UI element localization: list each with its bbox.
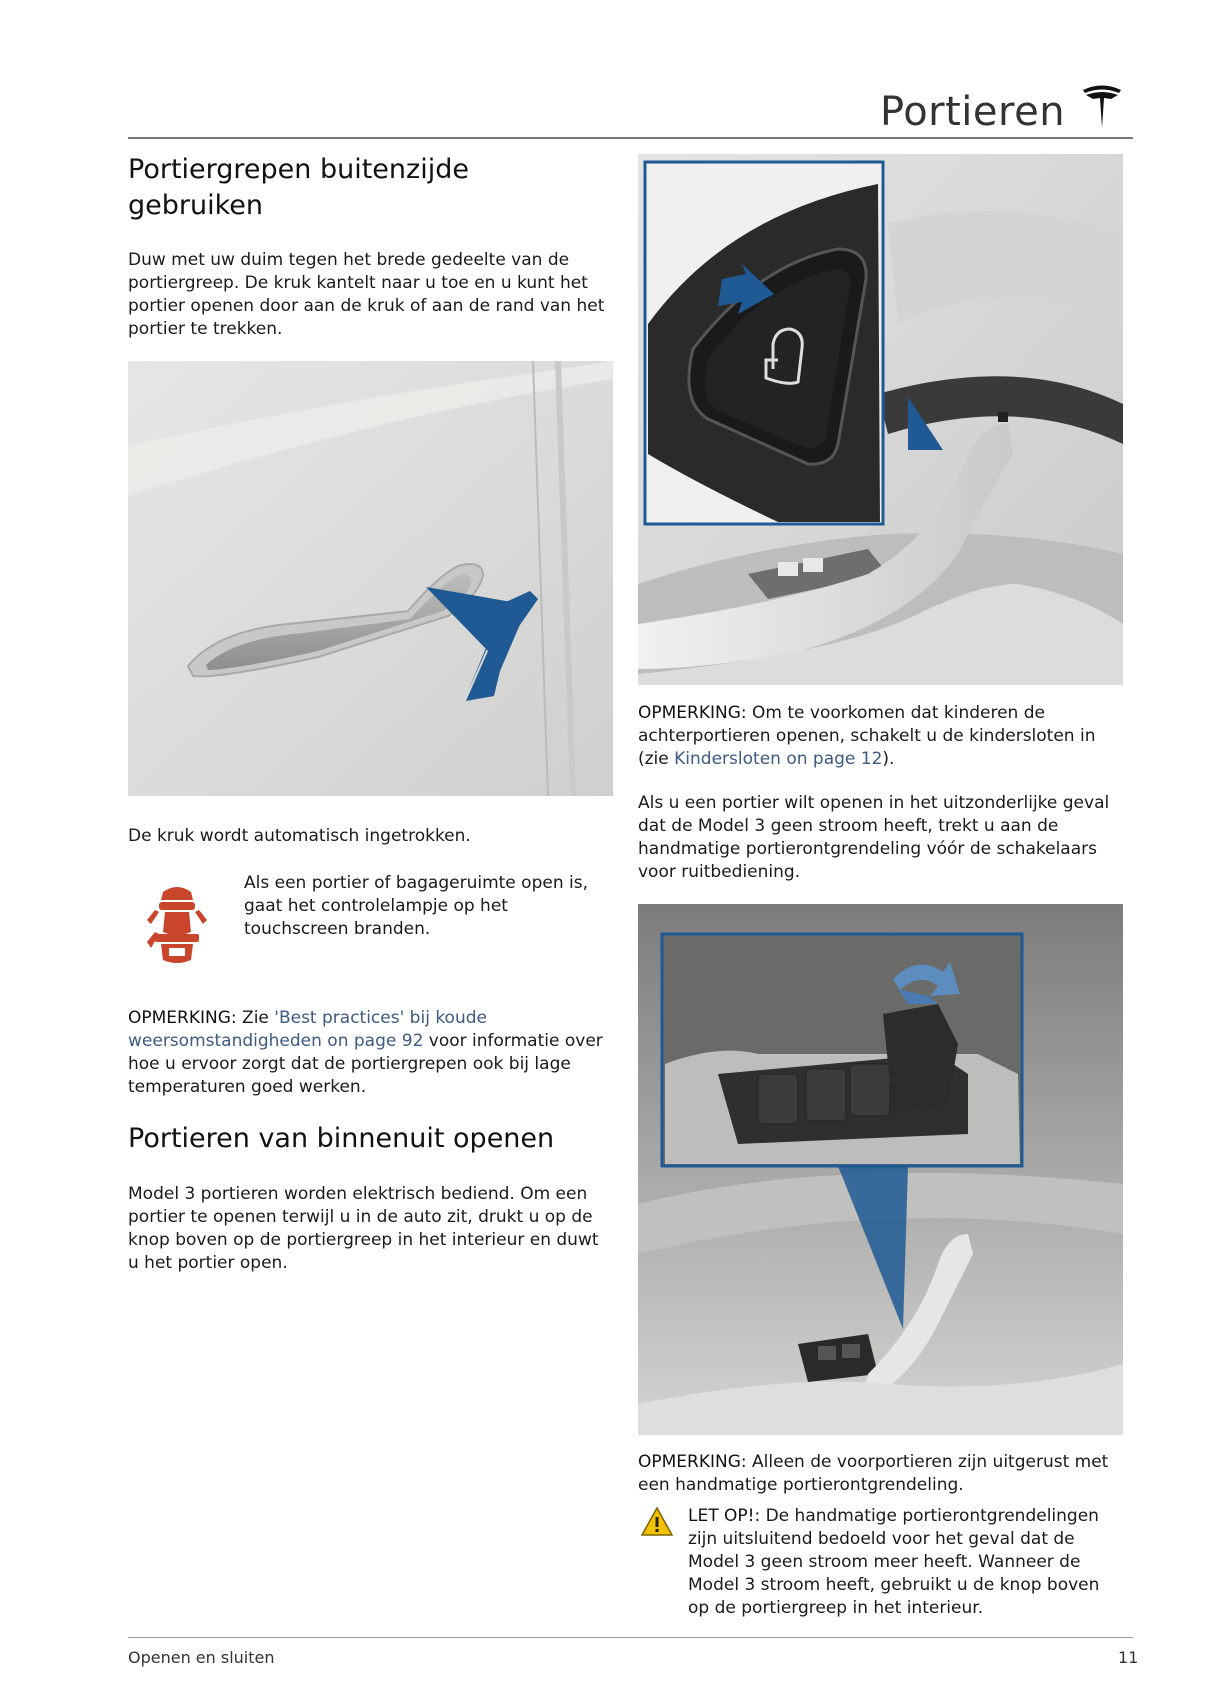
caution-text: De handmatige portierontgrendelingen zijn uitsluitend bedoeld voor het geval dat de Model 3 geen stroom meer heeft. Wanneer de Model 3 stroom heeft, gebruikt u de knop boven op de portiergreep in het interieur. <box>688 1506 1100 1618</box>
note-text: Alleen de voorportieren zijn uitgerust met een handmatige portierontgrendeling. <box>638 1452 1109 1495</box>
exterior-door-handle-photo <box>128 361 613 796</box>
page-title: Portieren <box>880 89 1066 135</box>
note-text-before: Om te voorkomen dat kinderen de achterportieren openen, schakelt u de kindersloten in (zie <box>638 703 1096 769</box>
footer-rule <box>128 1637 1133 1638</box>
note-text-after: ). <box>882 749 895 769</box>
outside-handles-paragraph: Duw met uw duim tegen het brede gedeelte van de portiergreep. De kruk kantelt naar u toe en u kunt het portier openen door aan de kruk of aan de rand van het portier te trekken. <box>128 250 605 339</box>
page-number: 11 <box>1118 1648 1139 1667</box>
emergency-paragraph: Als u een portier wilt openen in het uitzonderlijke geval dat de Model 3 geen stroom heeft, trekt u aan de handmatige portierontgrendeling vóór de schakelaars voor ruitbediening. <box>638 793 1110 882</box>
note-front-doors <box>638 1451 1123 1497</box>
note-label: OPMERKING: <box>638 703 747 723</box>
section-title-outside-handles: Portiergrepen buitenzijde gebruiken <box>128 154 469 221</box>
interior-handle-button-photo <box>638 154 1123 685</box>
caution-label: LET OP!: <box>688 1506 761 1526</box>
tesla-logo <box>1080 82 1124 132</box>
manual-release-photo <box>638 904 1123 1435</box>
note-label: OPMERKING: <box>128 1008 237 1028</box>
note-text-before: Zie <box>236 1008 275 1028</box>
footer-section: Openen en sluiten <box>128 1648 275 1667</box>
note-child-locks <box>638 702 1123 771</box>
caution-manual-release <box>688 1505 1118 1620</box>
header-rule <box>128 137 1133 139</box>
note-cold-weather <box>128 1007 608 1099</box>
cold-weather-link[interactable]: 'Best practices' bij koude weersomstandigheden on page 92 <box>128 1008 487 1051</box>
indicator-text: Als een portier of bagageruimte open is, gaat het controlelampje op het touchscreen branden. <box>244 873 588 939</box>
child-locks-link[interactable]: Kindersloten on page 12 <box>674 749 883 769</box>
note-text-after: voor informatie over hoe u ervoor zorgt dat de portiergrepen ook bij lage temperaturen goed werken. <box>128 1031 603 1097</box>
door-open-indicator-icon <box>145 880 209 970</box>
warning-icon <box>640 1506 674 1538</box>
retract-text: De kruk wordt automatisch ingetrokken. <box>128 826 471 846</box>
inside-open-paragraph: Model 3 portieren worden elektrisch bediend. Om een portier te openen terwijl u in de auto zit, drukt u op de knop boven op de portiergreep in het interieur en duwt u het portier open. <box>128 1184 599 1273</box>
note-label: OPMERKING: <box>638 1452 747 1472</box>
section-title-inside-open: Portieren van binnenuit openen <box>128 1123 555 1154</box>
